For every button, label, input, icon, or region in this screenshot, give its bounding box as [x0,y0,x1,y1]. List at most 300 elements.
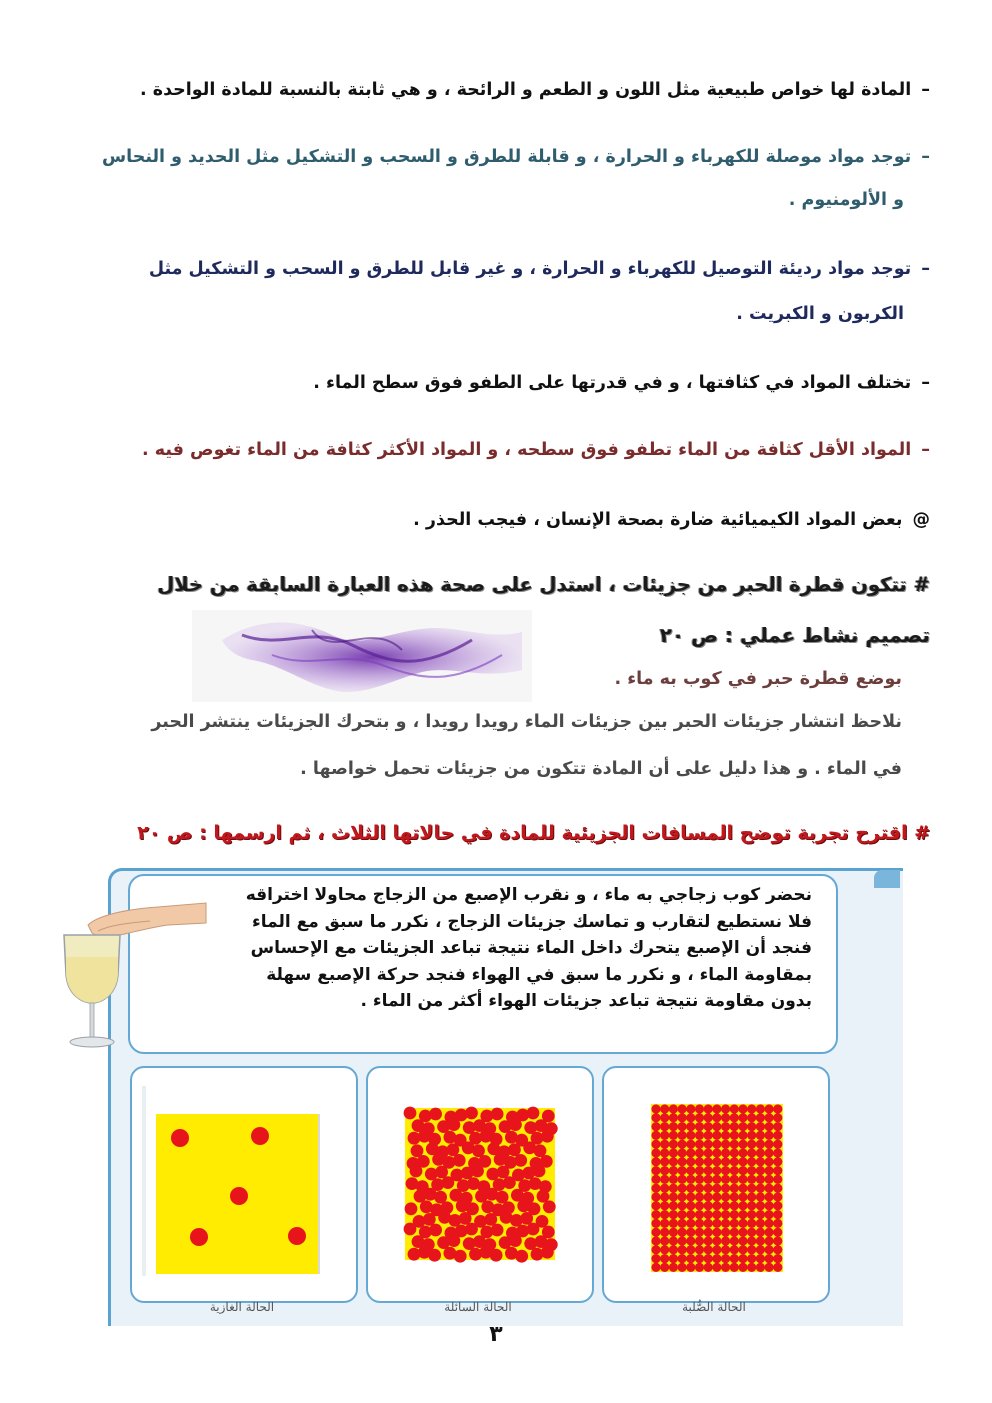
solid-particle [695,1192,704,1201]
page-number: ٣ [489,1322,503,1347]
solid-particle [721,1236,730,1245]
solid-particle [738,1166,747,1175]
solid-particle [721,1263,730,1272]
liquid-particle [541,1130,554,1143]
liquid-particle [514,1154,527,1167]
solid-particle [765,1201,774,1210]
gas-state-box [130,1066,358,1303]
solid-particle [712,1113,721,1122]
solid-particle [738,1175,747,1184]
solid-particle [738,1157,747,1166]
solid-particle [730,1236,739,1245]
fact-text: المادة لها خواص طبيعية مثل اللون و الطعم و الرائحة ، و هي ثابتة بالنسبة للمادة الواحدة . [140,80,912,100]
gas-particles-diagram [132,1068,356,1301]
solid-particle [660,1245,669,1254]
liquid-particle [428,1249,441,1262]
liquid-particle [515,1250,528,1263]
solid-particle [747,1157,756,1166]
solid-particle [651,1166,660,1175]
solid-particle [765,1148,774,1157]
solid-particle [773,1228,782,1237]
solid-particle [704,1245,713,1254]
solid-particle [747,1192,756,1201]
solid-particle [695,1104,704,1113]
solid-particle [704,1228,713,1237]
solid-particle [773,1131,782,1140]
experiment-line: فنجد أن الإصبع يتحرك داخل الماء نتيجة تباعد الجزيئات مع الإحساس [250,938,812,958]
solid-particle [686,1113,695,1122]
fact-text-cont: و الألومنيوم . [788,190,904,210]
solid-particle [660,1210,669,1219]
solid-particle [660,1166,669,1175]
solid-particles-diagram [604,1068,828,1301]
solid-particle [686,1148,695,1157]
solid-particle [651,1175,660,1184]
solid-particle [669,1184,678,1193]
solid-state-label: الحالة الصُّلبة [682,1300,746,1314]
solid-particle [756,1113,765,1122]
experiment-text-box [128,874,838,1054]
solid-particle [765,1236,774,1245]
solid-particle [721,1113,730,1122]
solid-particle [669,1228,678,1237]
liquid-particles-diagram [368,1068,592,1301]
liquid-particle [453,1154,466,1167]
solid-particle [695,1219,704,1228]
solid-particle [773,1210,782,1219]
fact-line-2 [60,140,930,174]
experiment-line: بمقاومة الماء ، و نكرر ما سبق في الهواء فنجد حركة الإصبع سهلة [266,964,812,985]
solid-particle [773,1184,782,1193]
solid-particle [712,1219,721,1228]
experiment-line: نحضر كوب زجاجي به ماء ، و نقرب الإصبع من الزجاج محاولا اختراقه [245,885,812,905]
liquid-particle [454,1250,467,1263]
solid-particle [678,1113,687,1122]
solid-particle [765,1175,774,1184]
solid-particle [695,1166,704,1175]
activity-heading-states: # اقترح تجربة توضح المسافات الجزيئية للمادة في حالاتها الثلاث ، ثم ارسمها : ص ٢٠ [137,822,930,844]
liquid-particle [404,1107,417,1120]
solid-particle [651,1131,660,1140]
solid-particle [712,1184,721,1193]
solid-particle [773,1263,782,1272]
solid-particle [738,1201,747,1210]
solid-particle [712,1210,721,1219]
solid-particle [695,1210,704,1219]
experiment-line: بدون مقاومة نتيجة تباعد جزيئات الهواء أكثر من الماء . [360,991,812,1011]
solid-particle [773,1236,782,1245]
solid-particle [669,1192,678,1201]
solid-particle [712,1201,721,1210]
solid-particle [721,1148,730,1157]
solid-particle [765,1113,774,1122]
solid-particle [678,1210,687,1219]
solid-particle [721,1245,730,1254]
solid-particle [695,1245,704,1254]
solid-particle [651,1210,660,1219]
solid-particle [651,1184,660,1193]
solid-particle [730,1245,739,1254]
solid-particle [686,1236,695,1245]
solid-particle [738,1140,747,1149]
fact-line-5 [60,433,930,467]
solid-particle [660,1131,669,1140]
solid-particle [704,1131,713,1140]
dash: – [921,440,930,460]
solid-particle [721,1201,730,1210]
activity-subheading: تصميم نشاط عملي : ص ٢٠ [659,623,930,647]
solid-particle [669,1236,678,1245]
solid-particle [660,1219,669,1228]
solid-particle [678,1166,687,1175]
liquid-particle [465,1223,478,1236]
solid-particle [704,1210,713,1219]
solid-particle [704,1157,713,1166]
solid-particle [686,1210,695,1219]
solid-particle [765,1245,774,1254]
solid-particle [695,1175,704,1184]
liquid-particle [491,1224,504,1237]
solid-particle [773,1175,782,1184]
solid-particle [721,1175,730,1184]
solid-particle [738,1131,747,1140]
solid-particle [678,1104,687,1113]
solid-particle [695,1148,704,1157]
solid-particle [686,1219,695,1228]
solid-particle [678,1219,687,1228]
solid-particle [773,1122,782,1131]
solid-particle [747,1219,756,1228]
liquid-particle [509,1118,522,1131]
solid-particle [712,1131,721,1140]
solid-particle [704,1122,713,1131]
solid-particle [756,1228,765,1237]
solid-particle [704,1140,713,1149]
solid-particle [651,1254,660,1263]
solid-particle [747,1236,756,1245]
liquid-particle [429,1224,442,1237]
solid-particle [660,1122,669,1131]
solid-particle [765,1219,774,1228]
liquid-particle [442,1176,455,1189]
solid-particle [695,1201,704,1210]
solid-particle [730,1131,739,1140]
solid-particle [686,1157,695,1166]
solid-particle [773,1201,782,1210]
solid-particle [721,1184,730,1193]
liquid-particle [491,1108,504,1121]
solid-particle [747,1113,756,1122]
solid-particle [686,1228,695,1237]
liquid-particle [404,1223,417,1236]
fact-line-6 [60,503,930,537]
solid-particle [738,1245,747,1254]
solid-particle [738,1254,747,1263]
solid-particle [773,1140,782,1149]
solid-particle [712,1166,721,1175]
solid-particle [730,1140,739,1149]
solid-particle [730,1254,739,1263]
solid-particle [756,1104,765,1113]
solid-particle [686,1131,695,1140]
solid-particle [669,1148,678,1157]
solid-particle [773,1192,782,1201]
solid-particle [712,1104,721,1113]
solid-particle [678,1157,687,1166]
solid-particle [660,1192,669,1201]
solid-particle [756,1166,765,1175]
solid-particle [730,1201,739,1210]
solid-particle [660,1157,669,1166]
gas-state-label: الحالة الغازية [209,1300,275,1314]
solid-particle [730,1166,739,1175]
liquid-particle [503,1176,516,1189]
solid-particle [747,1210,756,1219]
dash: – [921,80,930,100]
solid-particle [678,1201,687,1210]
solid-particle [730,1113,739,1122]
solid-particle [669,1122,678,1131]
solid-particle [747,1104,756,1113]
solid-particle [721,1122,730,1131]
solid-state-box [602,1066,830,1303]
solid-particle [669,1131,678,1140]
solid-particle [747,1184,756,1193]
solid-particle [660,1184,669,1193]
solid-particle [669,1201,678,1210]
solid-particle [730,1263,739,1272]
solid-particle [712,1140,721,1149]
solid-particle [651,1104,660,1113]
solid-particle [756,1236,765,1245]
solid-particle [730,1175,739,1184]
liquid-particle [541,1246,554,1259]
liquid-particle [465,1107,478,1120]
solid-particle [686,1122,695,1131]
solid-particle [669,1263,678,1272]
solid-particle [651,1148,660,1157]
solid-particle [756,1184,765,1193]
solid-particle [765,1192,774,1201]
wine-glass-icon [64,935,120,1047]
solid-particle [678,1140,687,1149]
solid-particle [747,1122,756,1131]
fact-text: المواد الأقل كثافة من الماء تطفو فوق سطحه ، و المواد الأكثر كثافة من الماء تغوص فيه . [142,440,912,460]
solid-particle [669,1219,678,1228]
solid-particle [765,1184,774,1193]
solid-particle [756,1175,765,1184]
fact-text-cont: الكربون و الكبريت . [736,304,904,324]
solid-particle [756,1157,765,1166]
solid-particle [747,1254,756,1263]
solid-particle [695,1113,704,1122]
solid-particle [721,1104,730,1113]
solid-particle [712,1157,721,1166]
liquid-particle [410,1165,423,1178]
solid-particle [651,1140,660,1149]
solid-particle [678,1148,687,1157]
solid-particle [756,1219,765,1228]
solid-particle [721,1228,730,1237]
solid-particle [704,1201,713,1210]
solid-particle [712,1148,721,1157]
solid-particle [756,1148,765,1157]
solid-particle [712,1263,721,1272]
solid-particle [669,1175,678,1184]
solid-particle [747,1175,756,1184]
solid-particle [738,1184,747,1193]
solid-particle [651,1236,660,1245]
solid-particle [765,1157,774,1166]
fact-text: بعض المواد الكيميائية ضارة بصحة الإنسان ، فيجب الحذر . [413,510,903,530]
solid-particle [721,1166,730,1175]
solid-particle [678,1175,687,1184]
solid-particle [747,1166,756,1175]
solid-particle [730,1184,739,1193]
solid-particle [773,1113,782,1122]
solid-particle [678,1184,687,1193]
solid-particle [704,1263,713,1272]
solid-particle [773,1245,782,1254]
solid-particle [678,1131,687,1140]
solid-particle [747,1263,756,1272]
solid-particle [730,1210,739,1219]
solid-particle [747,1201,756,1210]
solid-particle [669,1245,678,1254]
solid-particle [721,1219,730,1228]
solid-particle [695,1140,704,1149]
solid-particle [660,1140,669,1149]
solid-particle [730,1104,739,1113]
at-sign: @ [912,510,930,530]
solid-particle [756,1201,765,1210]
solid-particle [747,1148,756,1157]
solid-particle [660,1201,669,1210]
solid-particle [686,1263,695,1272]
solid-particle [678,1254,687,1263]
solid-particle [712,1122,721,1131]
solid-particle [669,1157,678,1166]
solid-particle [660,1148,669,1157]
liquid-particle [448,1118,461,1131]
hand-icon [88,903,206,937]
solid-particle [651,1245,660,1254]
solid-particle [730,1157,739,1166]
experiment-line: فلا نستطيع لتقارب و تماسك جزيئات الزجاج ، نكرر ما سبق مع الماء [252,911,812,932]
solid-particle [695,1157,704,1166]
solid-particle [765,1228,774,1237]
solid-particle [678,1122,687,1131]
solid-particle [669,1254,678,1263]
solid-particle [704,1236,713,1245]
solid-particle [738,1148,747,1157]
solid-particle [686,1184,695,1193]
solid-particle [686,1201,695,1210]
solid-particle [738,1263,747,1272]
solid-particle [704,1254,713,1263]
fact-line-3 [60,252,930,286]
solid-particle [651,1113,660,1122]
solid-particle [773,1254,782,1263]
solid-particle [660,1175,669,1184]
solid-particle [678,1263,687,1272]
liquid-particle [448,1234,461,1247]
solid-particle [730,1192,739,1201]
corner-tab [874,870,900,888]
solid-particle [747,1131,756,1140]
solid-particle [704,1184,713,1193]
solid-particle [651,1192,660,1201]
solid-particle [721,1140,730,1149]
solid-particle [669,1166,678,1175]
dash: – [921,259,930,279]
solid-particle [756,1254,765,1263]
solid-particle [660,1228,669,1237]
solid-particle [738,1210,747,1219]
solid-particle [721,1192,730,1201]
solid-particle [660,1263,669,1272]
solid-particle [704,1113,713,1122]
solid-particle [712,1245,721,1254]
liquid-particle [527,1107,540,1120]
liquid-particle [533,1165,546,1178]
liquid-particle [471,1165,484,1178]
solid-particle [747,1228,756,1237]
solid-particle [712,1192,721,1201]
solid-particle [686,1192,695,1201]
solid-particle [704,1148,713,1157]
fact-text: توجد مواد موصلة للكهرباء و الحرارة ، و قابلة للطرق و السحب و التشكيل مثل الحديد و النحاس [101,147,912,167]
solid-particle [712,1228,721,1237]
liquid-particle [405,1202,418,1215]
solid-particle [686,1175,695,1184]
solid-particle [756,1245,765,1254]
solid-particle [730,1219,739,1228]
solid-particle [756,1210,765,1219]
solid-particle [660,1113,669,1122]
fact-line-3-cont [60,297,904,331]
solid-particle [721,1210,730,1219]
solid-particle [695,1184,704,1193]
solid-particle [669,1104,678,1113]
solid-particle [704,1175,713,1184]
solid-particle [669,1210,678,1219]
solid-particle [660,1254,669,1263]
fact-line-1 [60,73,930,107]
solid-particle [756,1140,765,1149]
solid-particle [660,1236,669,1245]
fact-text: توجد مواد رديئة التوصيل للكهرباء و الحرارة ، و غير قابل للطرق و السحب و التشكيل مثل [148,259,912,279]
solid-particle [712,1175,721,1184]
fact-line-2-cont [60,183,904,217]
solid-particle [704,1219,713,1228]
solid-particle [765,1166,774,1175]
solid-particle [730,1122,739,1131]
solid-particle [765,1131,774,1140]
liquid-particle [509,1234,522,1247]
solid-particle [721,1131,730,1140]
solid-particle [738,1236,747,1245]
solid-particle [686,1140,695,1149]
solid-particle [765,1122,774,1131]
solid-particle [695,1131,704,1140]
solid-particle [773,1157,782,1166]
solid-particle [695,1263,704,1272]
solid-particle [669,1113,678,1122]
solid-particle [712,1254,721,1263]
solid-particle [747,1245,756,1254]
fact-line-4 [60,366,930,400]
